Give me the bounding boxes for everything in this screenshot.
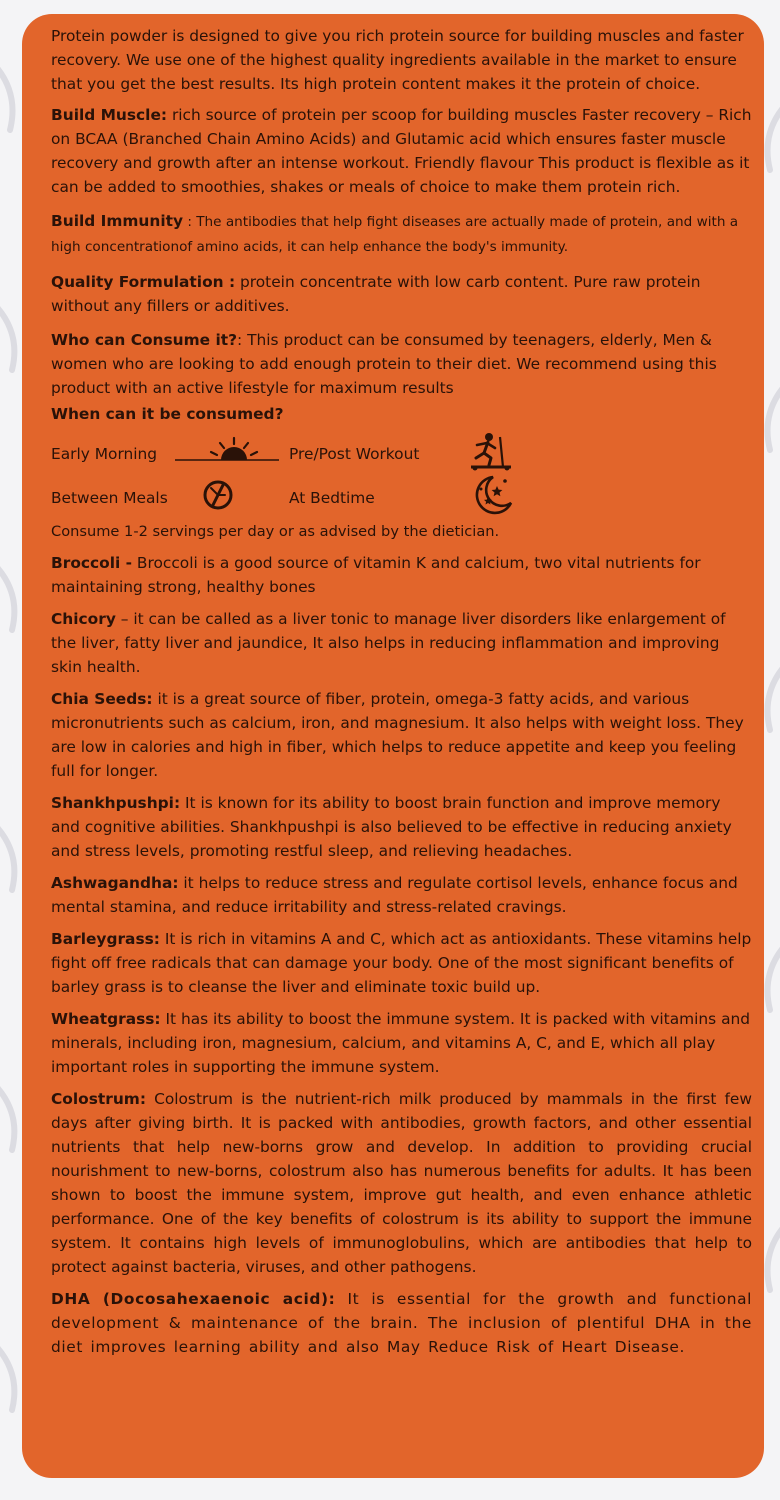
ingredient-paragraph-wheatgrass (51, 1007, 752, 1079)
quality-formulation-paragraph (51, 270, 752, 318)
ingredient-text: it is a great source of fiber, protein, omega-3 fatty acids, and various micronutrients such as calcium, iron, and magnesium. It also helps with weight loss. They are low in calories and high in fiber, which helps to reduce appetite and keep you feeling full for longer. (51, 690, 744, 780)
ingredient-title: Chicory (51, 610, 116, 628)
ingredient-title: Wheatgrass: (51, 1010, 161, 1028)
ingredient-text: It is known for its ability to boost brain function and improve memory and cognitive abilities. Shankhpushpi is also believed to be effective in reducing anxiety and stress levels, promoting restful sleep, and relieving headaches. (51, 794, 732, 860)
section-title: Who can Consume it? (51, 331, 238, 349)
section-text: : The antibodies that help fight diseases are actually made of protein, and with a high concentrationof amino acids, it can help enhance the body's immunity. (51, 214, 739, 255)
build-muscle-paragraph (51, 103, 752, 199)
ingredient-paragraph-broccoli (51, 551, 752, 599)
ingredient-paragraph-colostrum (51, 1087, 752, 1279)
ingredient-text: Broccoli is a good source of vitamin K and calcium, two vital nutrients for maintaining strong, healthy bones (51, 554, 701, 596)
ingredient-paragraph-ashwagandha (51, 871, 752, 919)
who-can-consume-paragraph (51, 328, 752, 400)
ingredient-text: Colostrum is the nutrient-rich milk produced by mammals in the first few days after giving birth. It is packed with antibodies, growth factors, and other essential nutrients that help new-borns grow and develop. In addition to providing crucial nourishment to new-borns, colostrum also has numerous benefits for adults. It has been shown to boost the immune system, improve gut health, and even enhance athletic performance. One of the key benefits of colostrum is its ability to support the immune system. It contains high levels of immunoglobulins, which are antibodies that help to protect against bacteria, viruses, and other pathogens. (51, 1090, 752, 1276)
section-text: rich source of protein per scoop for building muscles Faster recovery – Rich on BCAA (Branched Chain Amino Acids) and Glutamic acid which ensures faster muscle recovery and growth after an intense workout. Friendly flavour This product is flexible as it can be added to smoothies, shakes or meals of choice to make them protein rich. (51, 106, 752, 196)
section-text: protein concentrate with low carb content. Pure raw protein without any fillers or additives. (51, 273, 701, 315)
ingredient-text: – it can be called as a liver tonic to manage liver disorders like enlargement of the liver, fatty liver and jaundice, It also helps in reducing inflammation and improving skin health. (51, 610, 726, 676)
ingredient-text: It has its ability to boost the immune system. It is packed with vitamins and minerals, including iron, magnesium, calcium, and vitamins A, C, and E, which all play important roles in supporting the immune system. (51, 1010, 751, 1076)
ingredient-text: it helps to reduce stress and regulate cortisol levels, enhance focus and mental stamina, and reduce irritability and stress-related cravings. (51, 874, 738, 916)
ingredient-paragraph-chicory (51, 607, 752, 679)
usage-row (51, 476, 752, 520)
sunrise-icon (171, 436, 289, 473)
ingredient-text: It is rich in vitamins A and C, which act as antioxidants. These vitamins help fight off free radicals that can damage your body. One of the most significant benefits of barley grass is to cleanse the liver and eliminate toxic build up. (51, 930, 752, 996)
intro-paragraph: Protein powder is designed to give you rich protein source for building muscles and faster recovery. We use one of the highest quality ingredients available in the market to ensure that you get the best results. Its high protein content makes it the protein of choice. (51, 27, 744, 93)
usage-label-at-bedtime: At Bedtime (289, 489, 375, 507)
ingredient-title: Broccoli - (51, 554, 133, 572)
section-text: : This product can be consumed by teenagers, elderly, Men & women who are looking to add enough protein to their diet. We recommend using this product with an active lifestyle for maximum results (51, 331, 717, 397)
meal-clock-icon (201, 478, 289, 519)
usage-label-pre-post-workout: Pre/Post Workout (289, 445, 420, 463)
ingredient-paragraph-chia-seeds (51, 687, 752, 783)
ingredient-paragraph-barleygrass (51, 927, 752, 999)
ingredient-title: Barleygrass: (51, 930, 160, 948)
section-title: Build Muscle: (51, 106, 168, 124)
treadmill-runner-icon (467, 431, 513, 478)
when-consumed-title: When can it be consumed? (51, 405, 284, 423)
info-panel (22, 14, 764, 1478)
build-immunity-paragraph (51, 209, 752, 260)
usage-label-between-meals: Between Meals (51, 489, 168, 507)
usage-row (51, 432, 752, 476)
ingredient-paragraph-shankhpushpi (51, 791, 752, 863)
serving-note: Consume 1-2 servings per day or as advised by the dietician. (51, 523, 500, 540)
ingredient-paragraph-dha (51, 1287, 752, 1359)
section-title: Build Immunity (51, 212, 183, 230)
moon-stars-icon (467, 473, 515, 524)
ingredient-text: It is essential for the growth and functional development & maintenance of the brain. The inclusion of plentiful DHA in the diet improves learning ability and also May Reduce Risk of Heart Disease. (51, 1290, 752, 1356)
usage-label-early-morning: Early Morning (51, 445, 158, 463)
section-title: Quality Formulation : (51, 273, 236, 291)
ingredient-title: Chia Seeds: (51, 690, 153, 708)
when-consumed-section (51, 402, 752, 544)
ingredient-title: Shankhpushpi: (51, 794, 181, 812)
ingredient-title: Colostrum: (51, 1090, 146, 1108)
ingredient-title: Ashwagandha: (51, 874, 179, 892)
ingredient-title: DHA (Docosahexaenoic acid): (51, 1290, 336, 1308)
